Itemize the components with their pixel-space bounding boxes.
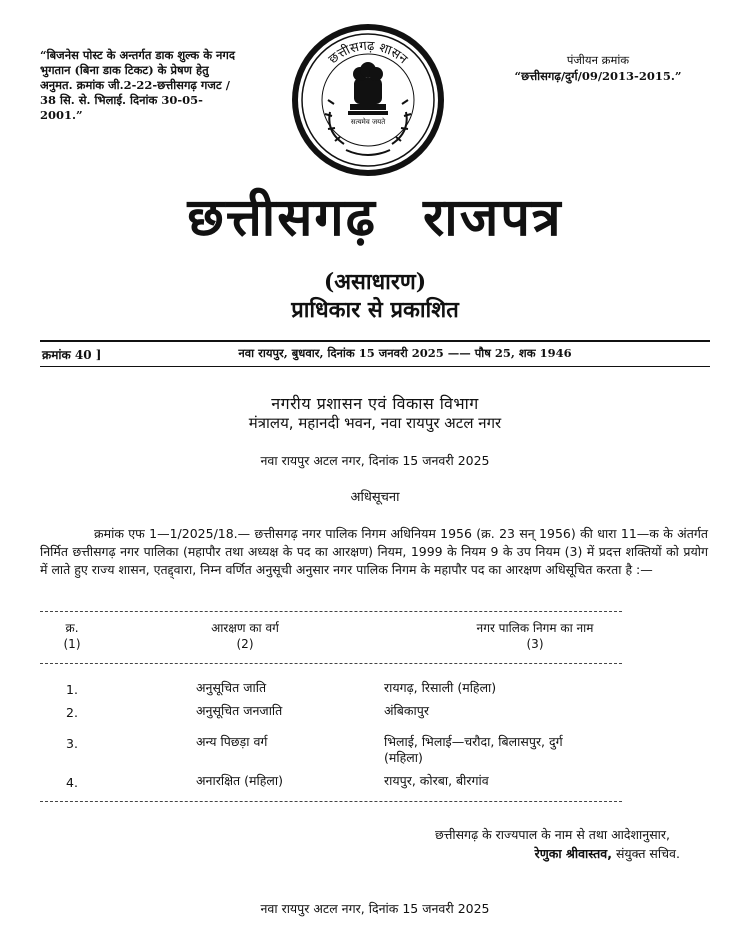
table-row-1-sno: 1.	[66, 682, 78, 697]
table-row-1-category: अनुसूचित जाति	[196, 680, 267, 695]
seal-top-text: छत्तीसगढ़ शासन	[325, 38, 411, 68]
postal-permission-note: “बिजनेस पोस्ट के अन्तर्गत डाक शुल्क के नगद भुगतान (बिना डाक टिकट) के प्रेषण हेतु अनुमत. क्रमांक जी.2-22-छत्तीसगढ़ गजट / 38 सि. से. भिलाई. दिनांक 30-05-2001.”	[40, 48, 235, 122]
signatory-designation: संयुक्त सचिव.	[615, 846, 680, 861]
table-row-2-category: अनुसूचित जनजाति	[196, 703, 283, 718]
state-emblem-seal-icon	[288, 20, 448, 180]
masthead-rule-top	[40, 340, 710, 342]
signature-by-order: छत्तीसगढ़ के राज्यपाल के नाम से तथा आदेशानुसार,	[434, 827, 670, 842]
gazette-authority: प्राधिकार से प्रकाशित	[291, 297, 459, 323]
registration-block	[498, 52, 698, 84]
table-colnum-1: (1)	[63, 637, 81, 651]
table-row-4-category: अनारक्षित (महिला)	[196, 773, 283, 788]
signatory-name: रेणुका श्रीवास्तव,	[534, 846, 612, 861]
issue-number: क्रमांक 40 ]	[42, 348, 102, 362]
table-row-3-sno: 3.	[66, 736, 78, 751]
table-colnum-2: (2)	[236, 637, 254, 651]
gazette-subtitle: (असाधारण)	[323, 269, 427, 295]
table-colnum-3: (3)	[526, 637, 544, 651]
gazette-title: छत्तीसगढ़ राजपत्र	[187, 187, 563, 248]
table-rule-top	[40, 611, 622, 612]
signature-block	[370, 845, 680, 862]
table-row-2-sno: 2.	[66, 705, 78, 720]
table-row-4-corporations: रायपुर, कोरबा, बीरगांव	[384, 773, 489, 788]
registration-number: “छत्तीसगढ़/दुर्ग/09/2013-2015.”	[514, 69, 682, 83]
notice-place-date: नवा रायपुर अटल नगर, दिनांक 15 जनवरी 2025	[260, 453, 490, 468]
table-rule-header	[40, 663, 622, 664]
department-name: नगरीय प्रशासन एवं विकास विभाग	[271, 394, 479, 413]
seal-motto: सत्यमेव जयते	[350, 118, 386, 126]
registration-label: पंजीयन क्रमांक	[566, 53, 630, 67]
masthead-rule-bottom	[40, 366, 710, 367]
table-row-4-sno: 4.	[66, 775, 78, 790]
table-row-3-category: अन्य पिछड़ा वर्ग	[196, 734, 268, 749]
department-address: मंत्रालय, महानदी भवन, नवा रायपुर अटल नगर	[248, 414, 502, 432]
table-header-category: आरक्षण का वर्ग	[211, 621, 279, 635]
table-row-2-corporations: अंबिकापुर	[384, 703, 429, 718]
footer-place-date: नवा रायपुर अटल नगर, दिनांक 15 जनवरी 2025	[260, 901, 490, 916]
table-row-1-corporations: रायगढ़, रिसाली (महिला)	[384, 680, 497, 695]
table-header-sno: क्र.	[65, 621, 79, 635]
notice-heading: अधिसूचना	[350, 490, 400, 505]
table-row-3-corporations: भिलाई, भिलाई—चरौदा, बिलासपुर, दुर्ग (महिला)	[384, 734, 563, 765]
table-header-corporation: नगर पालिक निगम का नाम	[476, 621, 594, 635]
notice-body: क्रमांक एफ 1—1/2025/18.— छत्तीसगढ़ नगर पालिक निगम अधिनियम 1956 (क्र. 23 सन् 1956) की धारा 11—क के अंतर्गत निर्मित छत्तीसगढ़ नगर पालिका (महापौर तथा अध्यक्ष के पद का आरक्षण) नियम, 1999 के नियम 9 के उप नियम (3) में प्रदत्त शक्तियों को प्रयोग में लाते हुए राज्य शासन, एतद्द्वारा, निम्न वर्णित अनुसूची अनुसार नगर पालिक निगम के महापौर पद का आरक्षण अधिसूचित करता है :—	[40, 526, 708, 577]
table-rule-bottom	[40, 801, 622, 802]
issue-dateline: नवा रायपुर, बुधवार, दिनांक 15 जनवरी 2025 —— पौष 25, शक 1946	[238, 346, 572, 360]
